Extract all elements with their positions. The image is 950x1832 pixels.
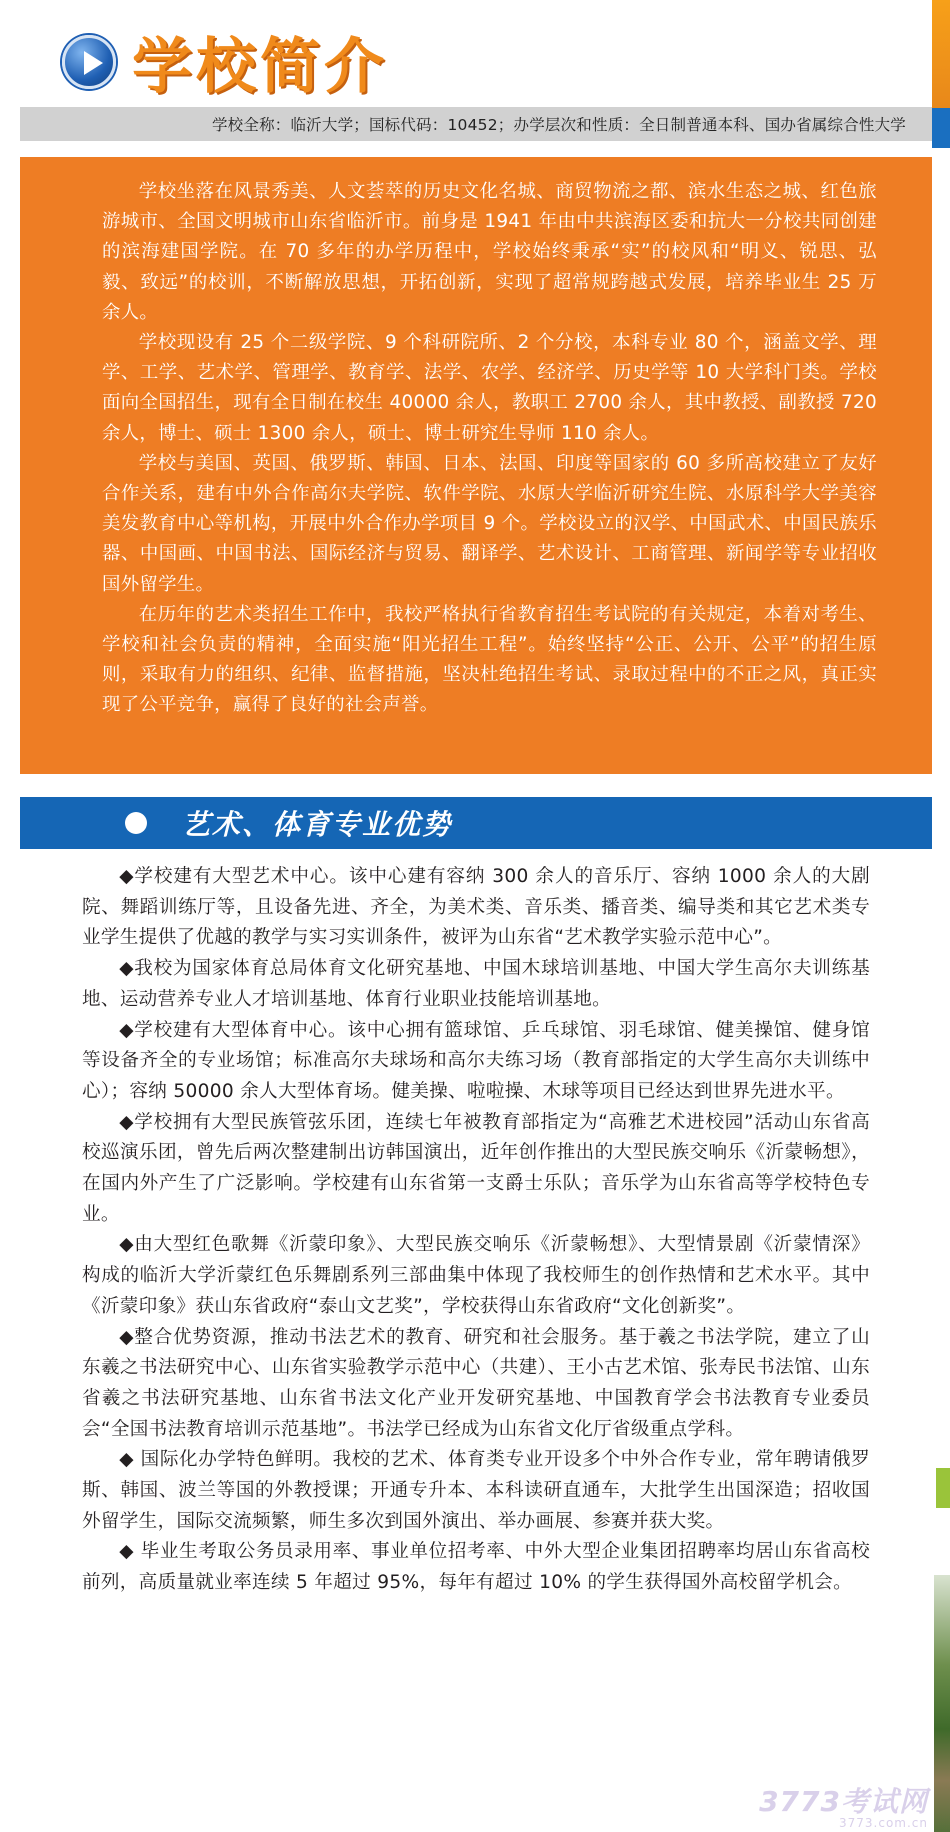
watermark xyxy=(759,1780,928,1830)
edge-orange-tab xyxy=(932,0,950,108)
right-edge-strip xyxy=(930,0,950,1832)
advantage-paragraph: ◆整合优势资源，推动书法艺术的教育、研究和社会服务。基于羲之书法学院，建立了山东羲之书法研究中心、山东省实验教学示范中心（共建）、王小古艺术馆、张寿民书法馆、山东省羲之书法研究基地、山东省书法文化产业开发研究基地、中国教育学会书法教育专业委员会“全国书法教育培训示范基地”。书法学已经成为山东省文化厅省级重点学科。 xyxy=(82,1326,870,1440)
info-bar xyxy=(20,107,932,141)
section-header xyxy=(20,797,932,849)
school-info: 学校全称：临沂大学；国标代码：10452；办学层次和性质：全日制普通本科、国办省属综合性大学 xyxy=(211,116,906,134)
intro-paragraph: 在历年的艺术类招生工作中，我校严格执行省教育招生考试院的有关规定，本着对考生、学校和社会负责的精神，全面实施“阳光招生工程”。始终坚持“公正、公开、公平”的招生原则，采取有力的组织、纪律、监督措施，坚决杜绝招生考试、录取过程中的不正之风，真正实现了公平竞争，赢得了良好的社会声誉。 xyxy=(102,603,877,716)
intro-paragraph: 学校与美国、英国、俄罗斯、韩国、日本、法国、印度等国家的 60 多所高校建立了友好合作关系，建有中外合作高尔夫学院、软件学院、水原大学临沂研究生院、水原科学大学美容美发教育中心等机构，开展中外合作办学项目 9 个。学校设立的汉学、中国武术、中国民族乐器、中国画、中国书法、国际经济与贸易、翻译学、艺术设计、工商管理、新闻学等专业招收国外留学生。 xyxy=(102,452,877,595)
bullet-dot-icon xyxy=(125,812,147,834)
intro-paragraph: 学校坐落在风景秀美、人文荟萃的历史文化名城、商贸物流之都、滨水生态之城、红色旅游城市、全国文明城市山东省临沂市。前身是 1941 年由中共滨海区委和抗大一分校共同创建的滨海建国学院。在 70 多年的办学历程中，学校始终秉承“实”的校风和“明义、锐思、弘毅、致远”的校训，不断解放思想，开拓创新，实现了超常规跨越式发展，培养毕业生 25 万余人。 xyxy=(102,181,877,323)
advantage-paragraph: ◆学校建有大型艺术中心。该中心建有容纳 300 余人的音乐厅、容纳 1000 余人的大剧院、舞蹈训练厅等，且设备先进、齐全，为美术类、音乐类、播音类、编导类和其它艺术类专业学生提供了优越的教学与实习实训条件，被评为山东省“艺术教学实验示范中心”。 xyxy=(82,866,870,949)
advantages-list xyxy=(82,862,870,1599)
edge-blue-tab xyxy=(932,108,950,148)
section-title: 艺术、体育专业优势 xyxy=(182,808,453,841)
advantage-paragraph: ◆学校拥有大型民族管弦乐团，连续七年被教育部指定为“高雅艺术进校园”活动山东省高校巡演乐团，曾先后两次整建制出访韩国演出，近年创作推出的大型民族交响乐《沂蒙畅想》，在国内外产生了广泛影响。学校建有山东省第一支爵士乐队；音乐学为山东省高等学校特色专业。 xyxy=(82,1111,870,1225)
intro-box xyxy=(20,157,932,774)
edge-landscape-photo xyxy=(934,1575,950,1832)
intro-paragraph: 学校现设有 25 个二级学院、9 个科研院所、2 个分校，本科专业 80 个，涵盖文学、理学、工学、艺术学、管理学、教育学、法学、农学、经济学、历史学等 10 大学科门类。学校面向全国招生，现有全日制在校生 40000 余人，教职工 2700 余人，其中教授、副教授 720 余人，博士、硕士 1300 余人，硕士、博士研究生导师 110 余人。 xyxy=(102,332,877,444)
advantage-paragraph: ◆ 毕业生考取公务员录用率、事业单位招考率、中外大型企业集团招聘率均居山东省高校前列，高质量就业率连续 5 年超过 95%，每年有超过 10% 的学生获得国外高校留学机会。 xyxy=(82,1541,870,1594)
advantage-paragraph: ◆ 国际化办学特色鲜明。我校的艺术、体育类专业开设多个中外合作专业，常年聘请俄罗斯、韩国、波兰等国的外教授课；开通专升本、本科读研直通车，大批学生出国深造；招收国外留学生，国际交流频繁，师生多次到国外演出、举办画展、参赛并获大奖。 xyxy=(82,1449,870,1532)
page-title: 学校简介 xyxy=(132,32,388,102)
play-icon xyxy=(62,35,116,89)
watermark-main: 3773考试网 xyxy=(759,1785,928,1818)
advantage-paragraph: ◆学校建有大型体育中心。该中心拥有篮球馆、乒乓球馆、羽毛球馆、健美操馆、健身馆等设备齐全的专业场馆；标准高尔夫球场和高尔夫练习场（教育部指定的大学生高尔夫训练中心）；容纳 50000 余人大型体育场。健美操、啦啦操、木球等项目已经达到世界先进水平。 xyxy=(82,1019,870,1102)
watermark-sub: 3773.com.cn xyxy=(839,1816,928,1830)
edge-green-tab xyxy=(936,1468,950,1508)
advantage-paragraph: ◆由大型红色歌舞《沂蒙印象》、大型民族交响乐《沂蒙畅想》、大型情景剧《沂蒙情深》构成的临沂大学沂蒙红色乐舞剧系列三部曲集中体现了我校师生的创作热情和艺术水平。其中《沂蒙印象》获山东省政府“泰山文艺奖”，学校获得山东省政府“文化创新奖”。 xyxy=(82,1234,870,1317)
advantage-paragraph: ◆我校为国家体育总局体育文化研究基地、中国木球培训基地、中国大学生高尔夫训练基地、运动营养专业人才培训基地、体育行业职业技能培训基地。 xyxy=(82,958,870,1010)
page-header xyxy=(62,24,388,100)
